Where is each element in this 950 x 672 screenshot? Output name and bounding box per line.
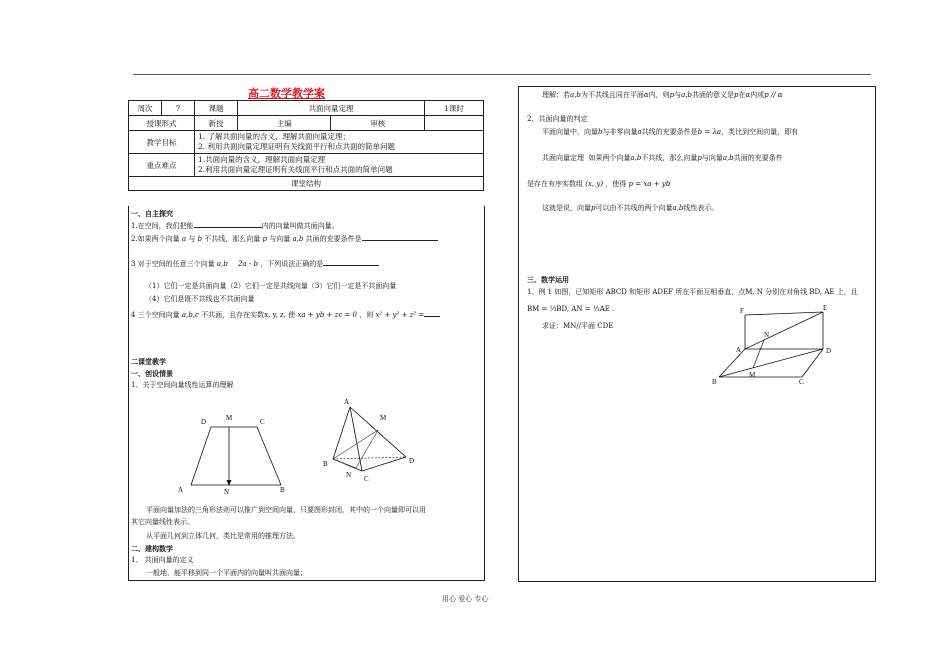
q4-equation: xa + yb + zc = 0 (297, 311, 358, 319)
r1-b: 为不共线且同在平面 (580, 91, 644, 99)
r1-p-parallel: p // α (764, 91, 783, 99)
criterion-heading: 2、共面向量的判定 (527, 115, 588, 123)
q1-a: 1.在空间，我们把能 (131, 222, 194, 230)
q2-b: 与 (188, 235, 196, 243)
r3-b: 与非零向量 (602, 128, 638, 136)
box-label-M: M (749, 371, 756, 379)
page-footer: 用心 爱心 专心 (442, 595, 489, 603)
r1-vec-p2: p (734, 91, 739, 99)
tet-label-C: C (364, 475, 369, 483)
type-label: 授课形式 (129, 116, 195, 131)
goal-1: 1. 了解共面向量的含义，理解共面向量定理； (198, 132, 351, 141)
example-1-condition: BM = ⅓BD, AN = ⅓AE . (527, 305, 615, 313)
tet-label-N: N (346, 471, 352, 479)
q4-blank (424, 316, 440, 317)
r1-d: 与 (674, 91, 682, 99)
r1-alpha2: α (745, 91, 751, 99)
q4-sum-squares: x² + y² + z² = (375, 311, 425, 319)
box-label-B: B (712, 378, 717, 386)
r1-vec-ab2: a,b (681, 91, 692, 99)
label-N: N (224, 488, 230, 496)
label-M: M (226, 414, 233, 422)
page-title: 高二数学教学案 (248, 87, 325, 100)
q4 (131, 311, 440, 320)
key-2: 2.利用共面向量定理证明有关线面平行和点共面的简单问题 (198, 165, 393, 174)
r4-vec-ab: a,b (630, 154, 642, 162)
r1-f: 在 (738, 91, 746, 99)
tetrahedron-figure (318, 394, 423, 489)
r6-b: 可以由不共线的两个向量 (595, 204, 673, 212)
box-label-D: D (826, 347, 832, 355)
goal-label: 教学目标 (129, 131, 195, 154)
construct-item-1: 1、 共面向量的定义 (131, 556, 194, 564)
label-D: D (201, 418, 207, 426)
label-A: A (178, 486, 184, 494)
q2-vec-ab: a,b (292, 235, 304, 243)
q2-vec-b: b (197, 235, 203, 243)
lesson-value: 共面向量定理 (238, 101, 425, 116)
r3-vec-b: b (598, 128, 603, 136)
q2-vec-a: a (181, 235, 187, 243)
type-value: 新授 (195, 116, 238, 131)
q2-c: 不共线，那么向量 (204, 235, 261, 243)
r4-b: 如果两个向量 (588, 154, 631, 162)
q2 (131, 235, 438, 244)
rectangles-figure (706, 302, 841, 387)
r1-alpha: α (643, 91, 649, 99)
tet-label-M: M (380, 414, 387, 422)
box-label-N: N (764, 331, 770, 339)
theorem-meaning (542, 204, 718, 213)
header-rule (133, 74, 871, 75)
r5-xy: (x, y) (585, 180, 604, 188)
theorem-condition (527, 180, 670, 189)
r6-c: 线性表示。 (683, 204, 719, 212)
plane-vector-line (542, 128, 798, 137)
key-1: 1.共面向量的含义，理解共面向量定理 (198, 155, 326, 164)
box-label-A: A (736, 346, 742, 354)
r3-c: 共线的充要条件是 (641, 128, 698, 136)
example-1-prove: 求证：MN//平面 CDE (542, 322, 614, 330)
header-table (128, 100, 484, 191)
q3-vec-ab: a,b (216, 260, 228, 268)
week-label: 周次 (129, 101, 162, 116)
r1-a: 理解：若 (542, 91, 570, 99)
r3-vec-a: a (637, 128, 642, 136)
para-analogy: 从平面几何到立体几何，类比是常用的推理方法。 (146, 532, 300, 540)
week-value: 7 (162, 101, 195, 116)
q3-a: 3 对于空间的任意三个向量 (131, 260, 215, 268)
lead-label: 主编 (238, 116, 331, 131)
theorem-line (542, 154, 783, 163)
box-label-F: F (740, 307, 744, 315)
section-application: 三、数学运用 (527, 275, 569, 284)
q3 (131, 260, 379, 269)
r5-eq: p = xa + yb (628, 180, 671, 188)
q2-d: 与向量 (269, 235, 291, 243)
structure-label: 课堂结构 (129, 177, 484, 191)
r6-vec-ab: a,b (672, 204, 684, 212)
lesson-hours: 1课时 (425, 101, 484, 116)
r1-e: 共面的意义是 (692, 91, 734, 99)
q4-vec-abc: a,b,c (181, 311, 199, 319)
r3-d: ，类比到空间向量，即有 (721, 128, 799, 136)
box-label-C: C (799, 378, 804, 386)
label-B: B (280, 486, 285, 494)
r4-a: 共面向量定理 (542, 154, 584, 162)
review-label: 审核 (331, 116, 425, 131)
tet-label-D: D (409, 457, 415, 465)
r1-g: 内或 (750, 91, 765, 99)
understanding-line (542, 91, 783, 100)
label-C: C (260, 418, 265, 426)
q2-a: 2.如果两个向量 (131, 235, 180, 243)
tet-label-A: A (344, 398, 350, 406)
trapezoid-figure (172, 408, 297, 498)
q1 (131, 222, 339, 231)
r1-vec-ab: a,b (570, 91, 581, 99)
q3-options-2: （4）它们是既不共线也不共面向量 (145, 295, 255, 303)
r5-b: ，使得 (605, 180, 627, 188)
q2-vec-p: p (262, 235, 268, 243)
q2-e: 共面的充要条件是 (305, 235, 362, 243)
review-value (425, 116, 484, 131)
section-class-teaching: 二课堂教学 (131, 357, 166, 366)
goal-2: 2. 利用共面向量定理证明有关线面平行和点共面的简单问题 (198, 142, 396, 151)
q3-blank (323, 265, 379, 266)
r4-c: 不共线，那么向量 (641, 154, 698, 162)
r5-a: 是存在有序实数组 (527, 180, 583, 188)
scenario-item-1: 1、关于空间向量线性运算的理解 (131, 381, 234, 389)
para-triangle-rule: 平面向量加法的三角形法则可以推广到空间向量，只要图形封闭，其中的一个向量即可以用 (146, 506, 426, 514)
q1-blank (194, 227, 262, 228)
q3-b: ，下列说法正确的是 (260, 260, 324, 268)
box-label-E: E (823, 304, 828, 312)
section-construct: 二、建构数学 (131, 544, 173, 553)
tet-label-B: B (323, 460, 328, 468)
r4-d: 与向量 (701, 154, 723, 162)
coplanar-definition: 一般地，能平移到同一个平面内的向量叫共面向量； (146, 569, 307, 577)
section-self-study: 一、自主探究 (131, 209, 173, 218)
q1-b: 内的向量叫做共面向量。 (261, 222, 339, 230)
q2-blank (362, 240, 438, 241)
example-1: 1、例 1 如图，已知矩形 ABCD 和矩形 ADEF 所在平面互相垂直，点M, N 分别在对角线 BD, AE 上，且 (527, 288, 858, 296)
q4-c: ，则 (359, 311, 374, 319)
r3-a: 平面向量中，向量 (542, 128, 598, 136)
lesson-label: 课题 (195, 101, 238, 116)
r3-eq: b = λa (697, 128, 722, 136)
para-triangle-rule-cont: 其它向量线性表示。 (131, 518, 194, 526)
q4-b: 不共面，且存在实数x, y, z, 使 (201, 311, 296, 319)
section-scenario: 一、创设情景 (131, 369, 173, 378)
q3-options-1: （1）它们一定是共面向量（2）它们一定是共线向量（3）它们一定是不共面向量 (145, 282, 397, 290)
q4-a: 4 三个空间向量 (131, 311, 180, 319)
r4-vec-ab2: a,b (722, 154, 734, 162)
r1-vec-p: p (669, 91, 675, 99)
r1-c: 内，则 (648, 91, 670, 99)
r4-vec-p: p (697, 154, 702, 162)
r6-a: 这就是说，向量 (542, 204, 591, 212)
key-label: 重点难点 (129, 154, 195, 177)
r4-e: 共面的充要条件 (733, 154, 783, 162)
r6-vec-p: p (591, 204, 596, 212)
q3-vec-2ab: 2a - b (238, 260, 258, 268)
